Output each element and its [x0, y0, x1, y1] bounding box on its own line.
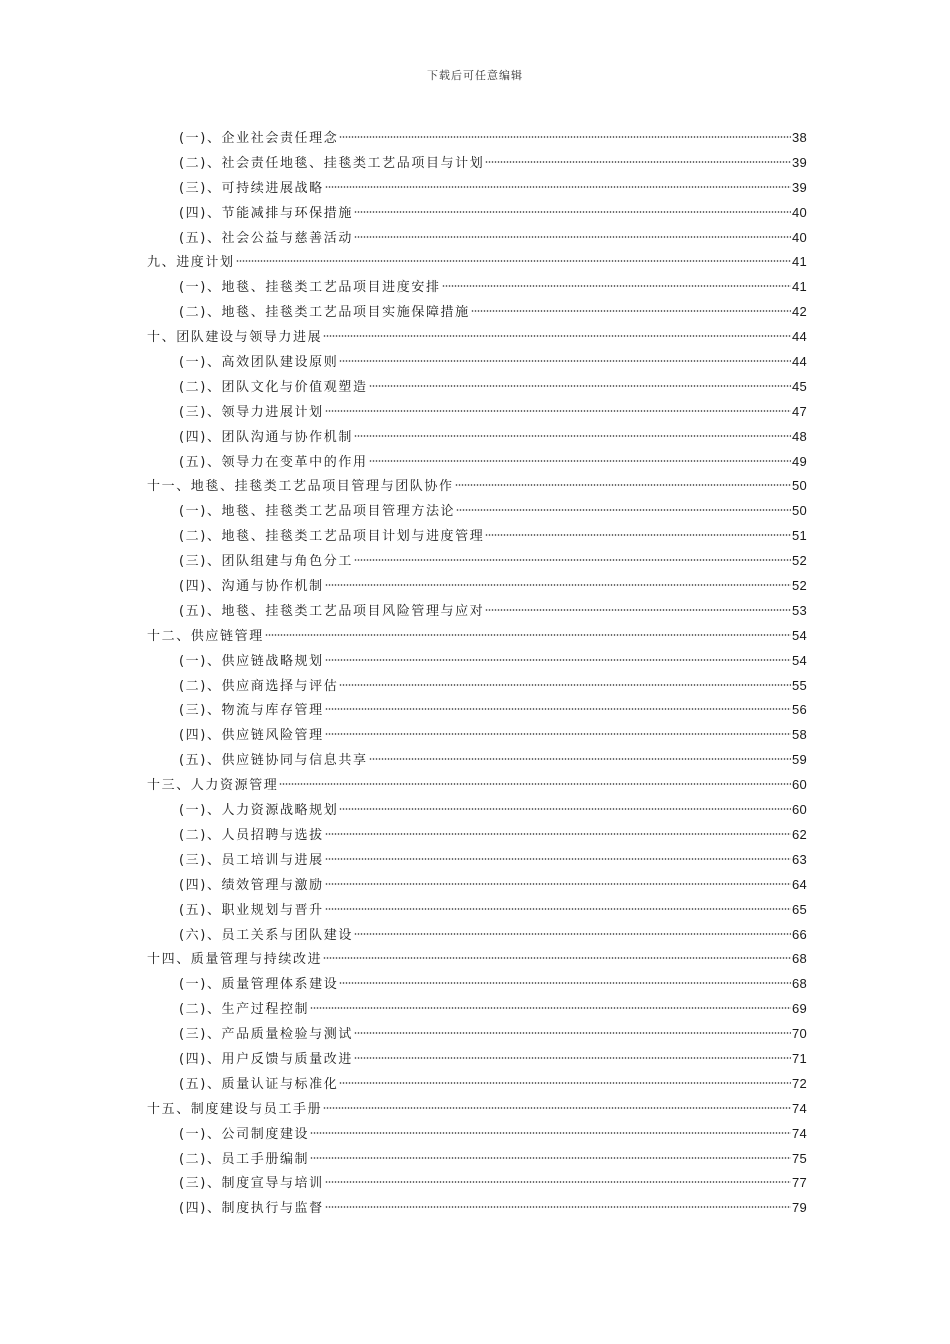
- toc-dot-leader: [325, 833, 791, 835]
- toc-dot-leader: [485, 534, 791, 536]
- toc-entry-title: (四)、节能减排与环保措施: [179, 205, 353, 221]
- toc-page-number: 55: [791, 677, 807, 693]
- toc-page-number: 56: [791, 702, 807, 718]
- toc-page-number: 54: [791, 627, 807, 643]
- toc-page-number: 51: [791, 528, 807, 544]
- toc-section-entry[interactable]: [147, 1171, 807, 1196]
- toc-entry-title: 十五、制度建设与员工手册: [147, 1101, 323, 1117]
- toc-dot-leader: [369, 460, 791, 462]
- toc-entry-title: (五)、社会公益与慈善活动: [179, 230, 353, 246]
- toc-section-entry[interactable]: [147, 201, 807, 226]
- toc-dot-leader: [354, 435, 791, 437]
- toc-section-entry[interactable]: [147, 972, 807, 997]
- toc-section-entry[interactable]: [147, 499, 807, 524]
- toc-page-number: 42: [791, 304, 807, 320]
- toc-entry-title: (三)、领导力进展计划: [179, 404, 324, 420]
- toc-section-entry[interactable]: [147, 823, 807, 848]
- toc-section-entry[interactable]: [147, 375, 807, 400]
- toc-dot-leader: [325, 1181, 791, 1183]
- toc-page-number: 68: [791, 951, 807, 967]
- toc-entry-title: (五)、领导力在变革中的作用: [179, 454, 368, 470]
- toc-page-number: 79: [791, 1200, 807, 1216]
- toc-entry-title: (四)、绩效管理与激励: [179, 877, 324, 893]
- toc-page-number: 47: [791, 403, 807, 419]
- toc-page-number: 39: [791, 154, 807, 170]
- toc-entry-title: (三)、可持续进展战略: [179, 180, 324, 196]
- toc-page-number: 40: [791, 229, 807, 245]
- toc-dot-leader: [325, 410, 791, 412]
- toc-chapter-entry[interactable]: [147, 250, 807, 275]
- toc-section-entry[interactable]: [147, 848, 807, 873]
- toc-chapter-entry[interactable]: [147, 947, 807, 972]
- toc-dot-leader: [310, 1007, 791, 1009]
- toc-entry-title: (四)、供应链风险管理: [179, 728, 324, 744]
- toc-entry-title: (三)、物流与库存管理: [179, 703, 324, 719]
- toc-page-number: 45: [791, 378, 807, 394]
- toc-page-number: 63: [791, 851, 807, 867]
- toc-page-number: 60: [791, 777, 807, 793]
- toc-section-entry[interactable]: [147, 1022, 807, 1047]
- toc-entry-title: (一)、质量管理体系建设: [179, 977, 339, 993]
- toc-page-number: 39: [791, 179, 807, 195]
- toc-entry-title: (四)、制度执行与监督: [179, 1201, 324, 1217]
- toc-entry-title: (一)、企业社会责任理念: [179, 131, 339, 146]
- toc-dot-leader: [325, 883, 791, 885]
- toc-chapter-entry[interactable]: [147, 1097, 807, 1122]
- toc-page-number: 44: [791, 329, 807, 345]
- toc-page-number: 52: [791, 578, 807, 594]
- toc-entry-title: (二)、地毯、挂毯类工艺品项目实施保障措施: [179, 305, 470, 321]
- toc-dot-leader: [354, 1032, 791, 1034]
- toc-dot-leader: [354, 236, 791, 238]
- toc-entry-title: (二)、生产过程控制: [179, 1002, 310, 1018]
- toc-section-entry[interactable]: [147, 873, 807, 898]
- toc-entry-title: 十四、质量管理与持续改进: [147, 952, 323, 968]
- toc-page-number: 41: [791, 254, 807, 270]
- toc-page-number: 49: [791, 453, 807, 469]
- toc-section-entry[interactable]: [147, 275, 807, 300]
- toc-entry-title: (一)、人力资源战略规划: [179, 803, 339, 819]
- toc-entry-title: (三)、制度宣导与培训: [179, 1176, 324, 1192]
- toc-chapter-entry[interactable]: [147, 624, 807, 649]
- toc-dot-leader: [279, 783, 791, 785]
- toc-page-number: 38: [791, 130, 807, 145]
- toc-entry-title: (六)、员工关系与团队建设: [179, 927, 353, 943]
- toc-page-number: 65: [791, 901, 807, 917]
- toc-dot-leader: [471, 310, 791, 312]
- toc-section-entry[interactable]: [147, 450, 807, 475]
- toc-page-number: 69: [791, 1001, 807, 1017]
- toc-section-entry[interactable]: [147, 126, 807, 151]
- toc-entry-title: (四)、用户反馈与质量改进: [179, 1051, 353, 1067]
- toc-entry-title: (四)、沟通与协作机制: [179, 579, 324, 595]
- toc-section-entry[interactable]: [147, 698, 807, 723]
- toc-section-entry[interactable]: [147, 1072, 807, 1097]
- toc-page-number: 72: [791, 1075, 807, 1091]
- toc-dot-leader: [265, 634, 791, 636]
- toc-dot-leader: [323, 335, 791, 337]
- toc-page-number: 44: [791, 354, 807, 370]
- toc-dot-leader: [354, 559, 791, 561]
- toc-entry-title: 十、团队建设与领导力进展: [147, 330, 323, 346]
- toc-dot-leader: [325, 908, 791, 910]
- toc-page-number: 66: [791, 926, 807, 942]
- toc-section-entry[interactable]: [147, 524, 807, 549]
- toc-page-number: 62: [791, 826, 807, 842]
- toc-dot-leader: [325, 858, 791, 860]
- toc-section-entry[interactable]: [147, 674, 807, 699]
- toc-page-number: 53: [791, 602, 807, 618]
- toc-section-entry[interactable]: [147, 1047, 807, 1072]
- toc-dot-leader: [325, 186, 791, 188]
- toc-section-entry[interactable]: [147, 151, 807, 176]
- toc-dot-leader: [325, 708, 791, 710]
- toc-page-number: 68: [791, 976, 807, 992]
- toc-entry-title: (五)、地毯、挂毯类工艺品项目风险管理与应对: [179, 603, 485, 619]
- toc-entry-title: (一)、地毯、挂毯类工艺品项目进度安排: [179, 280, 441, 296]
- toc-entry-title: (一)、高效团队建设原则: [179, 355, 339, 371]
- toc-page-number: 54: [791, 652, 807, 668]
- toc-page-number: 74: [791, 1125, 807, 1141]
- toc-dot-leader: [369, 758, 791, 760]
- toc-dot-leader: [339, 360, 791, 362]
- toc-entry-title: (二)、团队文化与价值观塑造: [179, 379, 368, 395]
- page-header: 下载后可任意编辑: [427, 69, 523, 82]
- toc-entry-title: (五)、质量认证与标准化: [179, 1076, 339, 1092]
- toc-entry-title: (一)、供应链战略规划: [179, 653, 324, 669]
- toc-entry-title: (二)、社会责任地毯、挂毯类工艺品项目与计划: [179, 155, 485, 171]
- toc-dot-leader: [339, 684, 791, 686]
- toc-dot-leader: [455, 484, 791, 486]
- toc-dot-leader: [323, 1107, 791, 1109]
- toc-dot-leader: [325, 584, 791, 586]
- toc-section-entry[interactable]: [147, 1122, 807, 1147]
- toc-entry-title: (二)、地毯、挂毯类工艺品项目计划与进度管理: [179, 529, 485, 545]
- toc-entry-title: 十二、供应链管理: [147, 628, 264, 644]
- toc-page-number: 48: [791, 428, 807, 444]
- toc-section-entry[interactable]: [147, 226, 807, 251]
- toc-page-number: 50: [791, 503, 807, 519]
- toc-page-number: 75: [791, 1150, 807, 1166]
- toc-chapter-entry[interactable]: [147, 325, 807, 350]
- toc-entry-title: (三)、产品质量检验与测试: [179, 1027, 353, 1043]
- toc-dot-leader: [310, 1157, 791, 1159]
- toc-dot-leader: [310, 1132, 791, 1134]
- toc-dot-leader: [325, 659, 791, 661]
- toc-dot-leader: [442, 285, 791, 287]
- toc-page-number: 50: [791, 478, 807, 494]
- toc-dot-leader: [485, 161, 791, 163]
- toc-dot-leader: [339, 1082, 791, 1084]
- toc-section-entry[interactable]: [147, 1147, 807, 1172]
- toc-dot-leader: [323, 957, 791, 959]
- toc-section-entry[interactable]: [147, 997, 807, 1022]
- toc-section-entry[interactable]: [147, 300, 807, 325]
- toc-entry-title: (五)、职业规划与晋升: [179, 902, 324, 918]
- toc-page-number: 59: [791, 752, 807, 768]
- toc-page-number: 74: [791, 1100, 807, 1116]
- toc-chapter-entry[interactable]: [147, 773, 807, 798]
- toc-entry-title: (一)、公司制度建设: [179, 1126, 310, 1142]
- toc-section-entry[interactable]: [147, 923, 807, 948]
- toc-section-entry[interactable]: [147, 549, 807, 574]
- toc-entry-title: (一)、地毯、挂毯类工艺品项目管理方法论: [179, 504, 456, 520]
- toc-entry-title: (三)、员工培训与进展: [179, 852, 324, 868]
- toc-dot-leader: [354, 1057, 791, 1059]
- toc-section-entry[interactable]: [147, 350, 807, 375]
- toc-section-entry[interactable]: [147, 798, 807, 823]
- toc-dot-leader: [236, 260, 791, 262]
- toc-section-entry[interactable]: [147, 425, 807, 450]
- toc-section-entry[interactable]: [147, 176, 807, 201]
- toc-section-entry[interactable]: [147, 1196, 807, 1221]
- toc-dot-leader: [339, 982, 791, 984]
- toc-chapter-entry[interactable]: [147, 474, 807, 499]
- toc-dot-leader: [485, 609, 791, 611]
- toc-dot-leader: [339, 808, 791, 810]
- toc-page-number: 70: [791, 1026, 807, 1042]
- toc-entry-title: (二)、供应商选择与评估: [179, 678, 339, 694]
- toc-section-entry[interactable]: [147, 649, 807, 674]
- toc-entry-title: (四)、团队沟通与协作机制: [179, 429, 353, 445]
- toc-entry-title: 十三、人力资源管理: [147, 778, 279, 794]
- toc-dot-leader: [325, 733, 791, 735]
- toc-dot-leader: [354, 933, 791, 935]
- toc-entry-title: (三)、团队组建与角色分工: [179, 554, 353, 570]
- table-of-contents: [147, 126, 807, 1221]
- toc-entry-title: 九、进度计划: [147, 255, 235, 271]
- toc-section-entry[interactable]: [147, 599, 807, 624]
- toc-page-number: 40: [791, 204, 807, 220]
- toc-entry-title: (二)、人员招聘与选拔: [179, 827, 324, 843]
- toc-page-number: 58: [791, 727, 807, 743]
- toc-page-number: 64: [791, 876, 807, 892]
- toc-page-number: 41: [791, 279, 807, 295]
- toc-page-number: 52: [791, 553, 807, 569]
- toc-section-entry[interactable]: [147, 400, 807, 425]
- toc-entry-title: (五)、供应链协同与信息共享: [179, 753, 368, 769]
- toc-section-entry[interactable]: [147, 898, 807, 923]
- toc-dot-leader: [369, 385, 791, 387]
- toc-dot-leader: [339, 136, 791, 138]
- toc-dot-leader: [354, 211, 791, 213]
- toc-page-number: 60: [791, 802, 807, 818]
- toc-entry-title: (二)、员工手册编制: [179, 1151, 310, 1167]
- toc-section-entry[interactable]: [147, 748, 807, 773]
- toc-entry-title: 十一、地毯、挂毯类工艺品项目管理与团队协作: [147, 479, 454, 495]
- toc-section-entry[interactable]: [147, 574, 807, 599]
- toc-dot-leader: [325, 1206, 791, 1208]
- toc-page-number: 77: [791, 1175, 807, 1191]
- toc-page-number: 71: [791, 1050, 807, 1066]
- toc-dot-leader: [456, 509, 791, 511]
- toc-section-entry[interactable]: [147, 723, 807, 748]
